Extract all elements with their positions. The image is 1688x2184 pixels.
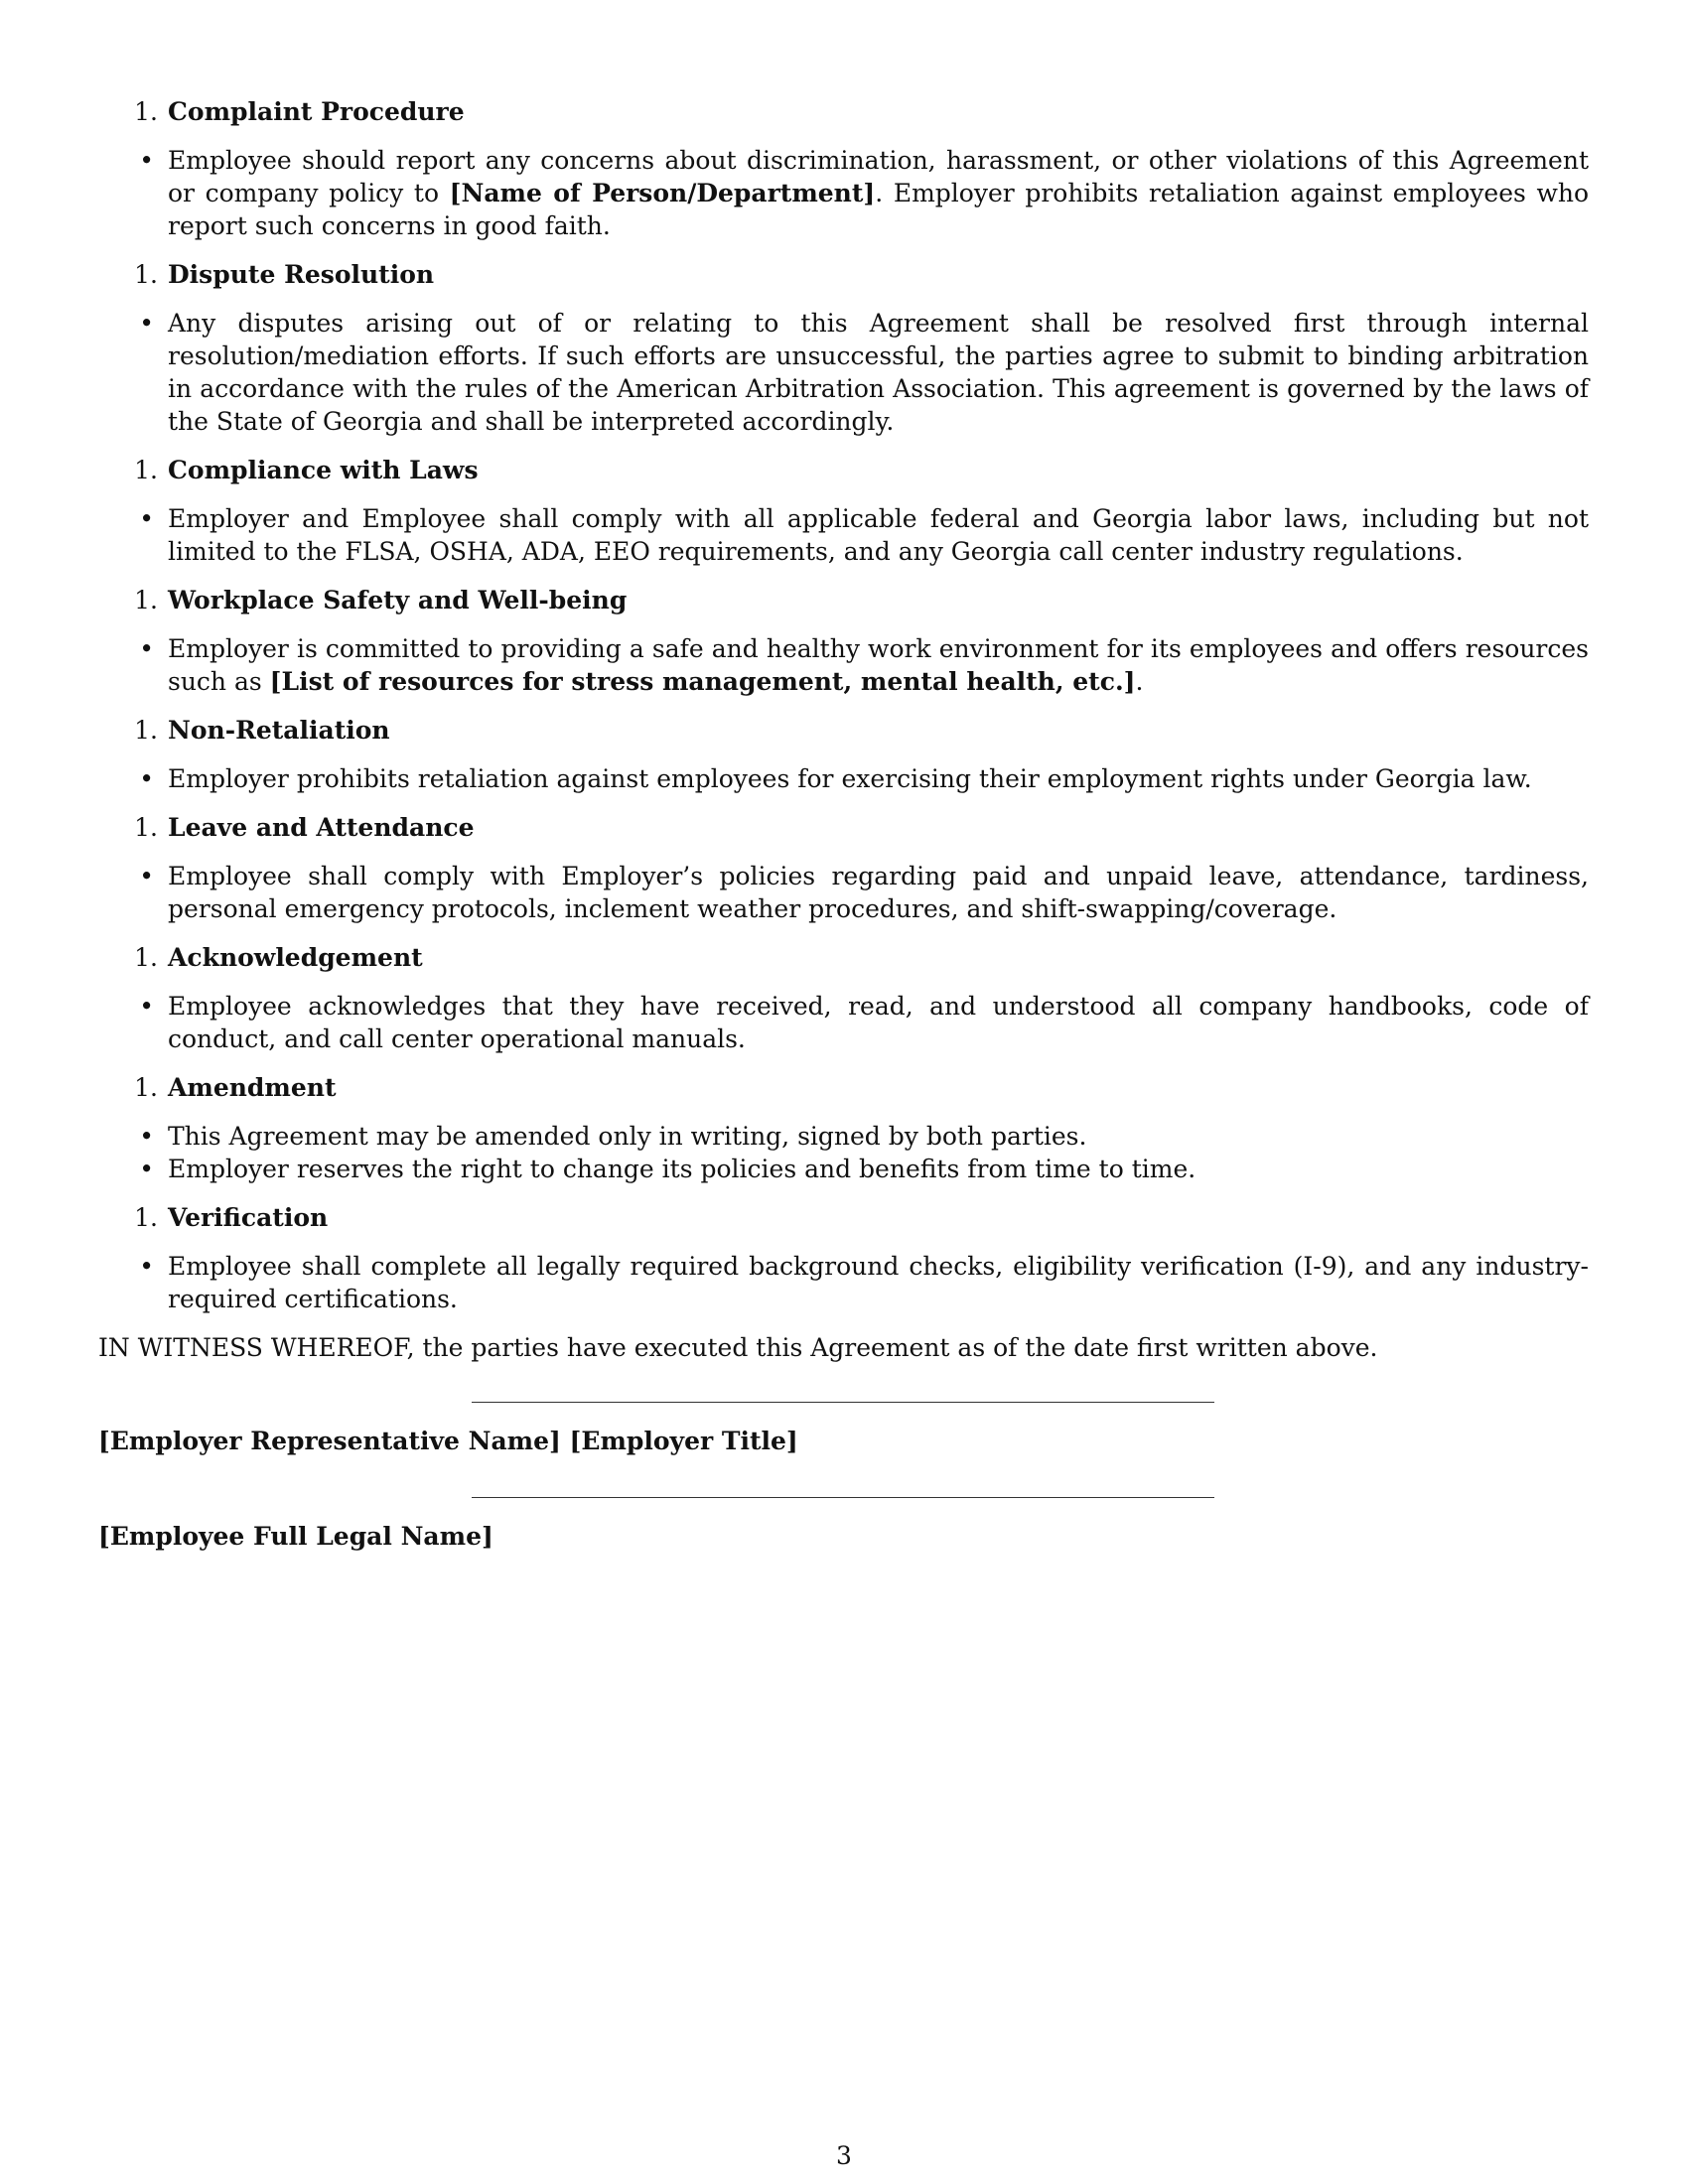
bullet-item	[98, 762, 1589, 795]
bullet-text	[168, 860, 1589, 925]
section-bullet-list	[98, 632, 1589, 698]
page-number: 3	[836, 2141, 852, 2170]
bullet-icon: •	[139, 146, 154, 175]
bullet-item	[98, 1250, 1589, 1315]
text-run: Employer is committed to providing a safe and healthy work environment for its employees and offers resources such as	[168, 634, 1589, 696]
section-number: 1.	[134, 943, 158, 972]
section-title: Dispute Resolution	[168, 260, 435, 289]
section-title: Verification	[168, 1203, 329, 1232]
bullet-text	[168, 990, 1589, 1055]
bullet-text	[168, 1250, 1589, 1315]
placeholder-text: [List of resources for stress management, mental health, etc.]	[269, 667, 1136, 696]
text-run: Employee shall comply with Employer’s policies regarding paid and unpaid leave, attendance, tardiness, personal emergency protocols, inclement weather procedures, and shift-swapping/coverage.	[168, 862, 1589, 923]
bullet-item	[98, 632, 1589, 698]
bullet-text	[168, 144, 1589, 242]
section-bullet-list	[98, 990, 1589, 1055]
text-run: Employee acknowledges that they have received, read, and understood all company handbooks, code of conduct, and call center operational manuals.	[168, 992, 1589, 1053]
section-number: 1.	[134, 456, 158, 484]
employer-signature-line	[472, 1402, 1214, 1403]
section-heading	[98, 714, 1589, 747]
section-heading	[98, 258, 1589, 291]
section-title: Workplace Safety and Well-being	[168, 586, 628, 614]
witness-clause: IN WITNESS WHEREOF, the parties have executed this Agreement as of the date first written above.	[98, 1333, 1378, 1362]
bullet-icon: •	[139, 309, 154, 338]
section-number: 1.	[134, 1073, 158, 1102]
bullet-icon: •	[139, 1155, 154, 1183]
employee-signature-label: [Employee Full Legal Name]	[98, 1522, 493, 1551]
section-heading	[98, 811, 1589, 844]
section-title: Complaint Procedure	[168, 97, 465, 126]
text-run: .	[1135, 667, 1144, 696]
bullet-text	[168, 632, 1589, 698]
bullet-icon: •	[139, 862, 154, 890]
section-title: Leave and Attendance	[168, 813, 475, 842]
bullet-text	[168, 1153, 1589, 1185]
section-number: 1.	[134, 813, 158, 842]
text-run: Any disputes arising out of or relating to this Agreement shall be resolved first through internal resolution/mediation efforts. If such efforts are unsuccessful, the parties agree to submit to binding arbitration in accordance with the rules of the American Arbitration Association. This agreement is governed by the laws of the State of Georgia and shall be interpreted accordingly.	[168, 309, 1589, 436]
bullet-item	[98, 860, 1589, 925]
bullet-icon: •	[139, 634, 154, 663]
employer-signature-label: [Employer Representative Name] [Employer Title]	[98, 1427, 798, 1455]
section-heading	[98, 454, 1589, 486]
bullet-item	[98, 990, 1589, 1055]
bullet-icon: •	[139, 1252, 154, 1281]
bullet-text	[168, 1120, 1589, 1153]
section-heading	[98, 1071, 1589, 1104]
section-number: 1.	[134, 260, 158, 289]
section-bullet-list	[98, 860, 1589, 925]
section-heading	[98, 1201, 1589, 1234]
bullet-icon: •	[139, 1122, 154, 1151]
section-number: 1.	[134, 586, 158, 614]
text-run: . Employer prohibits retaliation against employees who report such concerns in good faith.	[168, 179, 1590, 240]
section-bullet-list	[98, 1120, 1589, 1185]
text-run: Employee should report any concerns about discrimination, harassment, or other violations of this Agreement or company policy to	[168, 146, 1589, 207]
section-bullet-list	[98, 502, 1589, 568]
bullet-item	[98, 144, 1589, 242]
bullet-text	[168, 762, 1589, 795]
section-title: Acknowledgement	[168, 943, 423, 972]
text-run: Employer reserves the right to change its policies and benefits from time to time.	[168, 1155, 1196, 1183]
bullet-icon: •	[139, 992, 154, 1021]
section-heading	[98, 584, 1589, 616]
section-bullet-list	[98, 1250, 1589, 1315]
section-title: Amendment	[168, 1073, 337, 1102]
section-bullet-list	[98, 144, 1589, 242]
text-run: Employee shall complete all legally required background checks, eligibility verification (I-9), and any industry-required certifications.	[168, 1252, 1589, 1313]
bullet-text	[168, 502, 1589, 568]
bullet-item	[98, 502, 1589, 568]
document-body	[98, 95, 1589, 1553]
section-bullet-list	[98, 307, 1589, 438]
section-title: Compliance with Laws	[168, 456, 479, 484]
bullet-icon: •	[139, 764, 154, 793]
text-run: Employer prohibits retaliation against employees for exercising their employment rights under Georgia law.	[168, 764, 1532, 793]
bullet-item	[98, 307, 1589, 438]
section-number: 1.	[134, 1203, 158, 1232]
section-number: 1.	[134, 97, 158, 126]
bullet-icon: •	[139, 504, 154, 533]
bullet-item	[98, 1120, 1589, 1153]
text-run: This Agreement may be amended only in writing, signed by both parties.	[168, 1122, 1087, 1151]
sections-container	[98, 95, 1589, 1315]
text-run: Employer and Employee shall comply with all applicable federal and Georgia labor laws, including but not limited to the FLSA, OSHA, ADA, EEO requirements, and any Georgia call center industry regulations.	[168, 504, 1589, 566]
placeholder-text: [Name of Person/Department]	[449, 179, 876, 207]
employee-signature-line	[472, 1497, 1214, 1498]
section-number: 1.	[134, 716, 158, 745]
section-heading	[98, 941, 1589, 974]
section-heading	[98, 95, 1589, 128]
bullet-text	[168, 307, 1589, 438]
bullet-item	[98, 1153, 1589, 1185]
section-bullet-list	[98, 762, 1589, 795]
section-title: Non-Retaliation	[168, 716, 390, 745]
